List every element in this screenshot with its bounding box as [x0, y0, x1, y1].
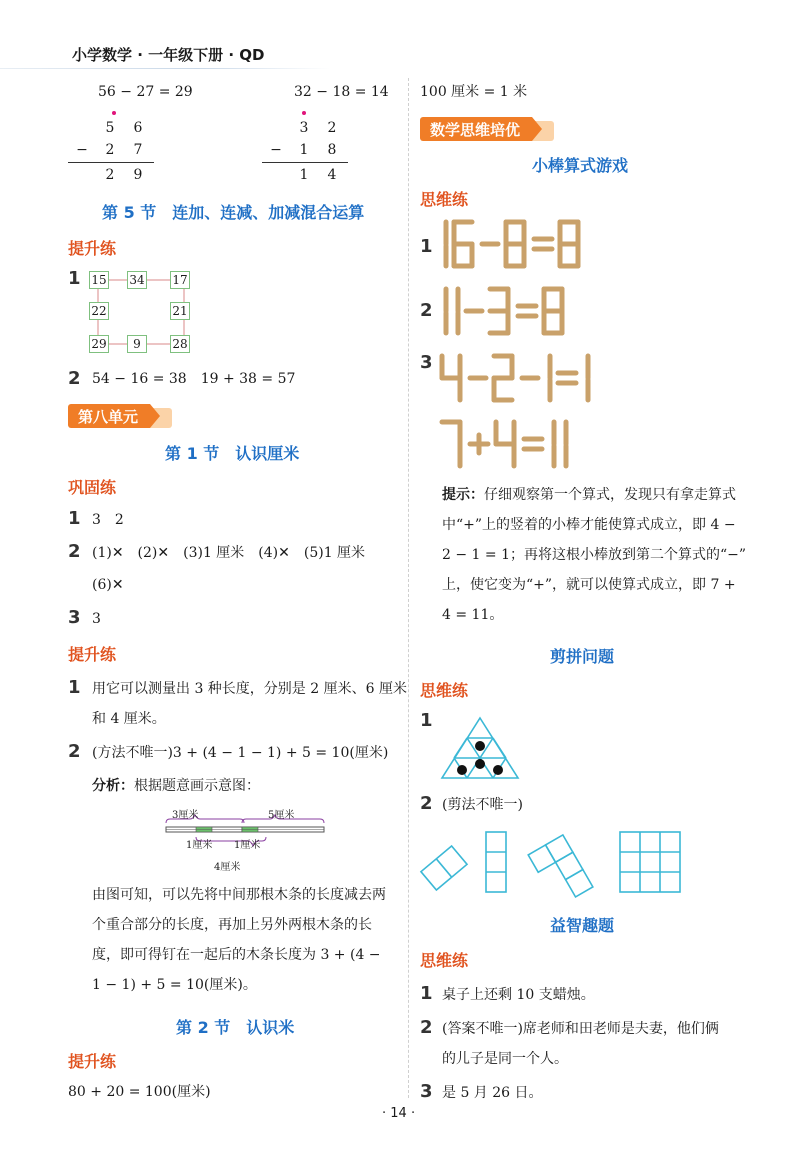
page-number: · 14 · — [382, 1106, 416, 1121]
answer-text: (剪法不唯一) — [442, 797, 523, 813]
overlap-diagram — [160, 806, 340, 876]
calc1-row2: − 2 7 — [76, 142, 143, 158]
calc1-row1: 5 6 — [105, 120, 143, 136]
square-cell: 15 — [89, 271, 109, 289]
practice-label: 提升练 — [68, 239, 117, 258]
question-number: 3 — [68, 607, 81, 628]
question-number: 2 — [420, 300, 433, 321]
answer-text: 3 — [92, 611, 101, 627]
practice-label: 提升练 — [68, 1052, 117, 1071]
page-header: 小学数学 · 一年级下册 · QD — [72, 46, 265, 64]
analysis: 分析：根据题意画示意图： — [92, 778, 260, 794]
matchstick-equation-4 — [438, 418, 618, 474]
question-number: 1 — [420, 710, 433, 731]
section-title: 第 5 节 连加、连减、加减混合运算 — [102, 203, 365, 222]
section-title: 剪拼问题 — [550, 647, 615, 666]
calc2-row3: 1 4 — [262, 162, 348, 185]
practice-label: 思维练 — [420, 951, 469, 970]
calc2-row1: 3 2 — [299, 120, 337, 136]
header-rule — [0, 68, 330, 69]
question-number: 2 — [68, 541, 81, 562]
answer-text: 100 厘米 = 1 米 — [420, 84, 528, 100]
question-number: 1 — [68, 268, 81, 289]
cut-pieces-figure — [416, 826, 696, 900]
question-number: 2 — [68, 741, 81, 762]
matchstick-equation-1 — [438, 218, 618, 274]
answer-text: (1)✕ (2)✕ (3)1 厘米 (4)✕ (5)1 厘米 — [92, 545, 366, 561]
section-title: 第 1 节 认识厘米 — [165, 444, 300, 463]
square-cell: 34 — [127, 271, 147, 289]
answer-text: (答案不唯一)席老师和田老师是夫妻，他们俩 — [442, 1021, 719, 1037]
question-number: 1 — [420, 236, 433, 257]
length-label: 5厘米 — [268, 810, 295, 821]
practice-label: 思维练 — [420, 681, 469, 700]
practice-label: 巩固练 — [68, 478, 117, 497]
length-label: 1厘米 — [186, 840, 213, 851]
square-cell: 17 — [170, 271, 190, 289]
answer-text: 80 + 20 = 100(厘米) — [68, 1084, 211, 1100]
calc1-vertical — [68, 118, 154, 185]
question-number: 2 — [420, 793, 433, 814]
practice-label: 思维练 — [420, 190, 469, 209]
answer-text: (6)✕ — [92, 577, 124, 593]
answer-text: (方法不唯一)3 + (4 − 1 − 1) + 5 = 10(厘米) — [92, 745, 389, 761]
length-label: 3厘米 — [172, 810, 199, 821]
square-cell: 9 — [127, 335, 147, 353]
analysis-paragraph: 由图可知，可以先将中间那根木条的长度减去两 个重合部分的长度，再加上另外两根木条的长 度，即可得钉在一起后的木条长度为 3 + (4 − 1 − 1) + 5 = 10(厘米)。 — [92, 887, 386, 993]
section-title: 第 2 节 认识米 — [176, 1018, 295, 1037]
borrow-dot — [112, 111, 116, 115]
square-cell: 22 — [89, 302, 109, 320]
calc2-vertical — [262, 118, 348, 185]
matchstick-equation-3 — [438, 352, 638, 408]
question-number: 1 — [420, 983, 433, 1004]
column-divider — [408, 78, 409, 1098]
answer-text: 54 − 16 = 38 19 + 38 = 57 — [92, 371, 296, 387]
calc2-row2: − 1 8 — [270, 142, 337, 158]
hint-paragraph: 提示：仔细观察第一个算式，发现只有拿走算式 中“+”上的竖着的小棒才能使算式成立，即 4 − 2 − 1 = 1；再将这根小棒放到第二个算式的“−” 上，使它变为“+”，就可以使算式成立，即 7 + 4 = 11。 — [442, 487, 747, 623]
answer-text: 的儿子是同一个人。 — [442, 1051, 568, 1067]
question-number: 2 — [68, 368, 81, 389]
question-number: 1 — [68, 677, 81, 698]
calc1-equation: 56 − 27 = 29 — [98, 84, 193, 100]
length-label: 4厘米 — [214, 862, 241, 873]
question-number: 1 — [68, 508, 81, 529]
triangle-figure — [440, 716, 520, 780]
question-number: 3 — [420, 1081, 433, 1102]
borrow-dot — [302, 111, 306, 115]
answer-text: 用它可以测量出 3 种长度，分别是 2 厘米、6 厘米 — [92, 681, 407, 697]
unit-tag: 第八单元 — [68, 404, 178, 428]
length-label: 1厘米 — [234, 840, 261, 851]
answer-text: 是 5 月 26 日。 — [442, 1085, 543, 1101]
answer-text: 桌子上还剩 10 支蜡烛。 — [442, 987, 595, 1003]
section-title: 小棒算式游戏 — [532, 156, 629, 175]
calc2-equation: 32 − 18 = 14 — [294, 84, 389, 100]
answer-text: 3 2 — [92, 512, 124, 528]
question-number: 2 — [420, 1017, 433, 1038]
answer-text: 和 4 厘米。 — [92, 711, 166, 727]
question-number: 3 — [420, 352, 433, 373]
calc1-row3: 2 9 — [68, 162, 154, 185]
matchstick-equation-2 — [438, 285, 618, 341]
section-title: 益智趣题 — [550, 916, 615, 935]
square-cell: 21 — [170, 302, 190, 320]
thinking-tag: 数学思维培优 — [420, 117, 560, 141]
practice-label: 提升练 — [68, 645, 117, 664]
square-cell: 28 — [170, 335, 190, 353]
square-cell: 29 — [89, 335, 109, 353]
